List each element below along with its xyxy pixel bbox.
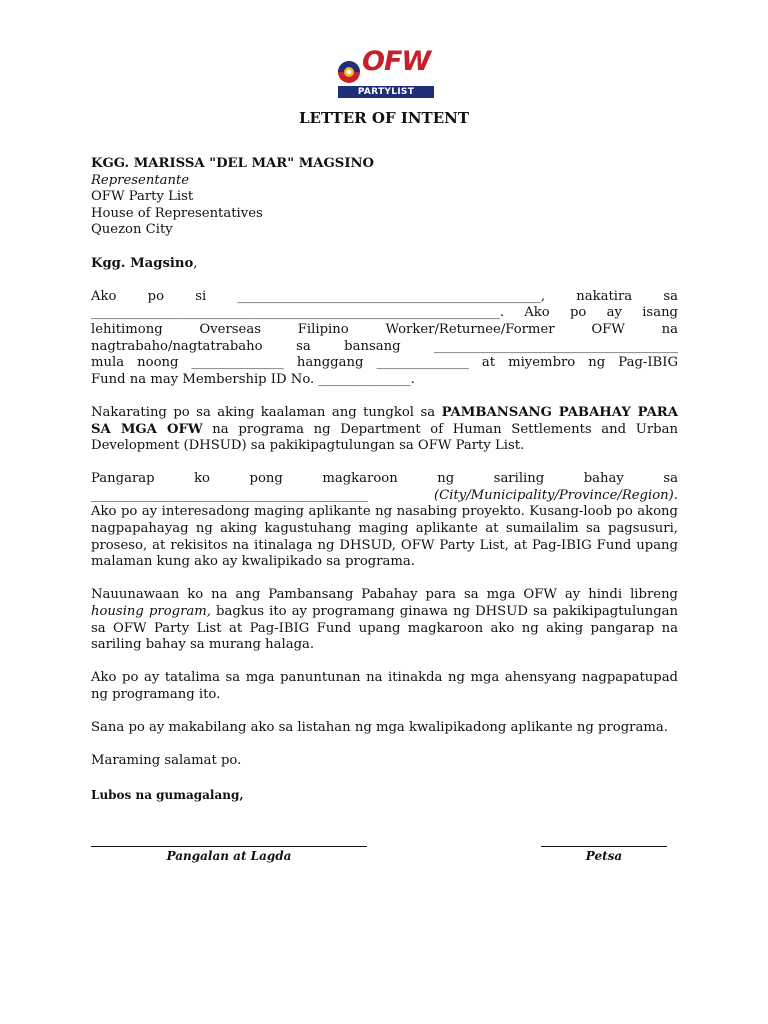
p3-text: Ako po ay interesadong maging aplikante ng nasabing proyekto. Kusang-loob po akong nagpapahayag ng aking kagustuhang maging aplikante at sumailalim sa pagsusuri, proseso, at rekisitos na itinalaga ng DHSUD, OFW Party List, at Pag-IBIG Fund upang malaman kung ako ay kwalipikado sa programa. [91, 504, 678, 570]
logo-tagline: PARTYLIST [338, 86, 434, 98]
p1-text: hanggang [283, 355, 377, 371]
paragraph-1 [91, 289, 678, 389]
closing: Lubos na gumagalang, [91, 787, 244, 802]
date-block [541, 846, 667, 865]
signature-block [91, 846, 367, 865]
p1-text: nagtrabaho/nagtatrabaho sa bansang [91, 338, 435, 354]
location-blank[interactable]: __________________________________________ [91, 487, 368, 503]
signature-label: Pangalan at Lagda [166, 849, 292, 863]
p1-text: , nakatira sa [540, 288, 678, 304]
date-line[interactable] [541, 846, 667, 847]
paragraph-5: Ako po ay tatalima sa mga panuntunan na itinakda ng mga ahensyang nagpapatupad ng programang ito. [91, 670, 678, 702]
salutation-punct: , [193, 255, 198, 271]
recipient-city: Quezon City [91, 222, 173, 238]
paragraph-2 [91, 405, 678, 455]
recipient-house: House of Representatives [91, 205, 263, 221]
p1-text: at miyembro ng Pag-IBIG [468, 355, 678, 371]
recipient-role: Representante [91, 172, 190, 188]
p2-text: na programa ng Department of Human Settlements and Urban Development (DHSUD) sa pakikipagtulungan sa OFW Party List. [91, 421, 678, 454]
page-title: LETTER OF INTENT [298, 109, 470, 127]
housing-program-term: housing program, [91, 604, 211, 620]
paragraph-4 [91, 587, 678, 653]
salutation-name: Kgg. Magsino [91, 255, 194, 271]
p2-text: Nakarating po sa aking kaalaman ang tungkol sa [91, 404, 442, 420]
p4-text: Nauunawaan ko na ang Pambansang Pabahay para sa mga OFW ay hindi libreng [91, 587, 678, 603]
ofw-logo-mark-icon [336, 59, 362, 85]
program-name: PAMBANSANG PABAHAY PARA SA MGA OFW [91, 404, 678, 437]
from-date-blank[interactable]: ______________ [191, 355, 284, 371]
p1-text: . [410, 371, 415, 387]
recipient-org: OFW Party List [91, 189, 194, 205]
p3-text: Pangarap ko pong magkaroon ng sariling bahay sa [91, 471, 678, 487]
location-hint: (City/Municipality/Province/Region) [367, 487, 674, 503]
paragraph-3 [91, 471, 678, 571]
recipient-name: KGG. MARISSA "DEL MAR" MAGSINO [91, 156, 375, 171]
membership-id-blank[interactable]: ______________ [318, 371, 411, 387]
p1-text: lehitimong Overseas Filipino Worker/Returnee/Former OFW na [91, 321, 678, 337]
thanks-line: Maraming salamat po. [91, 753, 242, 769]
p1-text: Fund na may Membership ID No. [91, 371, 319, 387]
p1-text: mula noong [91, 355, 192, 371]
paragraph-6: Sana po ay makabilang ako sa listahan ng mga kwalipikadong aplikante ng programa. [91, 720, 668, 736]
letter-body [91, 156, 678, 803]
logo-word: OFW [362, 46, 431, 77]
signature-line[interactable] [91, 846, 367, 847]
salutation [91, 256, 678, 273]
p3-text: . [673, 487, 678, 503]
country-blank[interactable]: _____________________________________ [434, 338, 678, 354]
p4-text: bagkus ito ay programang ginawa ng DHSUD sa pakikipagtulungan sa OFW Party List at Pag-IBIG Fund upang magkaroon ako ng aking pangarap na sariling bahay sa murang halaga. [91, 604, 678, 653]
name-blank[interactable]: ______________________________________________ [237, 288, 541, 304]
address-blank[interactable]: ______________________________________________________________ [91, 305, 500, 321]
ofw-partylist-logo [336, 46, 434, 99]
p1-text: Ako po si [91, 288, 238, 304]
to-date-blank[interactable]: ______________ [376, 355, 469, 371]
date-label: Petsa [585, 849, 623, 863]
p1-text: . Ako po ay isang [499, 305, 678, 321]
